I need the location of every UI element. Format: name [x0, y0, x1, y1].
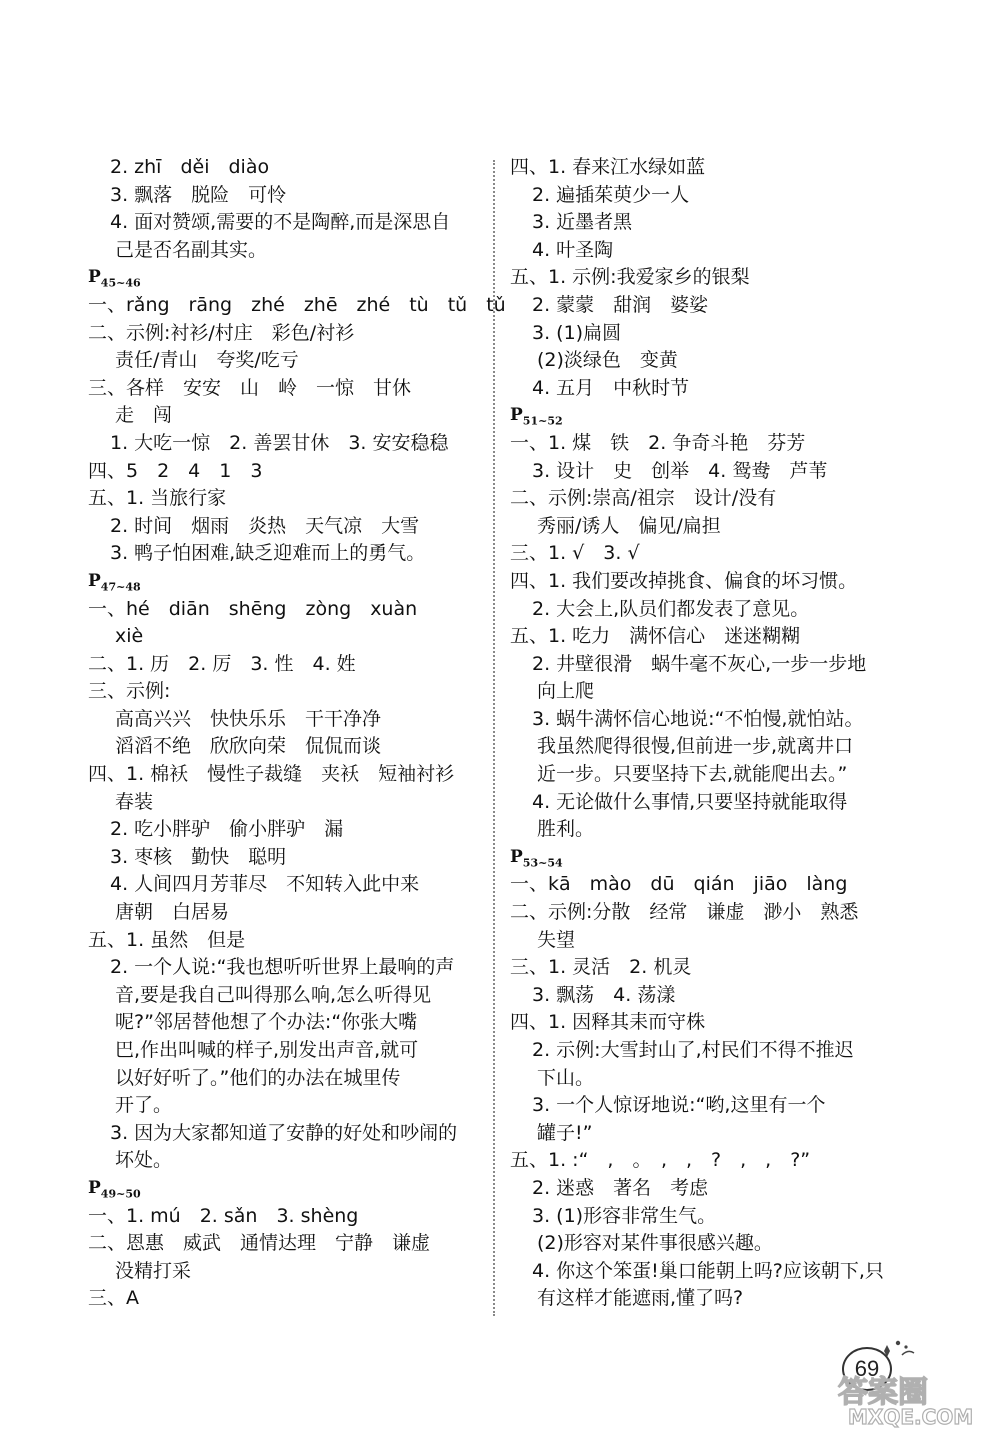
page-range-prefix: P [510, 405, 523, 426]
answer-line: 4. 人间四月芳菲尽 不知转入此中来 [110, 873, 420, 896]
answer-section-line: 一、1. mú 2. sǎn 3. shèng [88, 1204, 359, 1227]
answer-line: 我虽然爬得很慢,但前进一步,就离井口 [537, 735, 854, 758]
page-range-prefix: P [510, 846, 523, 867]
answer-line: 开了。 [115, 1094, 173, 1117]
answer-line: 2. 迷惑 著名 考虑 [532, 1176, 709, 1199]
answer-section-line: 三、各样 安安 山 岭 一惊 甘休 [88, 376, 412, 399]
answer-line: 3. 飘落 脱险 可怜 [110, 183, 287, 206]
page-range-heading [88, 1175, 488, 1203]
answer-section-line: 二、示例:分散 经常 谦虚 渺小 熟悉 [510, 901, 859, 924]
page-range-subscript: 47~48 [100, 580, 141, 594]
answer-line: 2. zhī děi diào [110, 156, 270, 178]
page-range-prefix: P [88, 1177, 101, 1198]
answer-line: 呢?”邻居替他想了个办法:“你张大嘴 [115, 1011, 418, 1034]
answer-line: 3. 一个人惊讶地说:“哟,这里有一个 [532, 1094, 826, 1117]
answer-line: (2)淡绿色 变黄 [537, 349, 678, 372]
answer-line: xiè [115, 625, 144, 648]
answer-line: 3. 飘荡 4. 荡漾 [532, 983, 676, 1006]
answer-section-line: 三、1. 灵活 2. 机灵 [510, 956, 692, 979]
page-range-subscript: 49~50 [100, 1187, 141, 1201]
answer-line: 2. 一个人说:“我也想听听世界上最响的声 [110, 956, 455, 979]
answer-line: 没精打采 [115, 1259, 192, 1282]
answer-line: 2. 遍插茱萸少一人 [532, 183, 690, 206]
answer-line: 3. 鸭子怕困难,缺乏迎难而上的勇气。 [110, 542, 426, 565]
answer-section-line: 二、恩惠 威武 通情达理 宁静 谦虚 [88, 1232, 431, 1255]
answer-line: 4. 无论做什么事情,只要坚持就能取得 [532, 790, 848, 813]
answer-line: 唐朝 白居易 [115, 901, 230, 924]
answer-line: 音,要是我自己叫得那么响,怎么听得见 [115, 983, 432, 1006]
page-range-subscript: 45~46 [100, 276, 141, 290]
answer-line: 2. 蒙蒙 甜润 婆娑 [532, 293, 709, 316]
answer-line: 责任/青山 夸奖/吃亏 [115, 349, 299, 372]
answer-section-line: 二、1. 历 2. 厉 3. 性 4. 姓 [88, 652, 356, 675]
answer-line: 4. 你这个笨蛋!巢口能朝上吗?应该朝下,只 [532, 1259, 884, 1282]
page-range-heading [88, 568, 488, 596]
answer-line: 巴,作出叫喊的样子,别发出声音,就可 [115, 1039, 419, 1061]
watermark-url-text: MXQE.COM [848, 1405, 974, 1428]
answer-line: 4. 面对赞颂,需要的不是陶醉,而是深思自 [110, 211, 451, 234]
answer-section-line: 三、示例: [88, 680, 171, 703]
answer-line: 3. 设计 史 创举 4. 鸳鸯 芦苇 [532, 459, 828, 482]
answer-section-line: 二、示例:崇高/祖宗 设计/没有 [510, 487, 777, 510]
answer-section-line: 四、1. 因释其耒而守株 [510, 1011, 706, 1034]
answer-section-line: 三、A [88, 1287, 139, 1310]
answer-line: 失望 [537, 928, 576, 951]
page-range-subscript: 53~54 [522, 856, 563, 870]
left-answer-column [88, 154, 506, 1313]
answer-section-line: 四、1. 我们要改掉挑食、偏食的坏习惯。 [510, 569, 858, 592]
page-range-heading [88, 264, 488, 292]
answer-line: 3. (1)形容非常生气。 [532, 1204, 717, 1227]
answer-section-line: 一、rǎng rāng zhé zhē zhé tù tǔ tǔ [88, 293, 506, 316]
answer-line: 3. 枣核 勤快 聪明 [110, 845, 287, 868]
page-range-prefix: P [88, 267, 101, 288]
answer-section-line: 四、5 2 4 1 3 [88, 459, 263, 482]
answer-line: 有这样才能遮雨,懂了吗? [537, 1287, 744, 1310]
answer-line: 2. 井壁很滑 蜗牛毫不灰心,一步一步地 [532, 652, 867, 675]
answer-section-line: 三、1. √ 3. √ [510, 542, 640, 565]
answer-line: 走 闯 [115, 404, 173, 427]
answer-section-line: 一、hé diān shēng zòng xuàn [88, 597, 418, 620]
answer-section-line: 五、1. 当旅行家 [88, 487, 227, 510]
answer-line: 胜利。 [537, 818, 595, 841]
answer-line: 以好好听了。”他们的办法在城里传 [115, 1066, 401, 1089]
answer-section-line: 五、1. 虽然 但是 [88, 928, 246, 951]
answer-line: 4. 五月 中秋时节 [532, 376, 690, 399]
answer-line: 滔滔不绝 欣欣向荣 侃侃而谈 [115, 735, 382, 758]
answer-line: 下山。 [537, 1066, 595, 1089]
column-divider [493, 160, 495, 1316]
answer-line: 2. 示例:大雪封山了,村民们不得不推迟 [532, 1039, 854, 1061]
answer-line: 己是否名副其实。 [115, 238, 268, 261]
answer-line: 2. 时间 烟雨 炎热 天气凉 大雪 [110, 514, 420, 537]
answer-line: 3. 蜗牛满怀信心地说:“不怕慢,就怕站。 [532, 707, 864, 730]
answer-line: (2)形容对某件事很感兴趣。 [537, 1232, 773, 1255]
watermark-logo [830, 1372, 990, 1428]
answer-line: 坏处。 [115, 1149, 173, 1172]
answer-section-line: 一、kā mào dū qián jiāo làng [510, 873, 848, 896]
answer-line: 1. 大吃一惊 2. 善罢甘休 3. 安安稳稳 [110, 431, 449, 454]
answer-line: 2. 吃小胖驴 偷小胖驴 漏 [110, 818, 344, 841]
page-number: 69 [842, 1347, 892, 1391]
page-range-prefix: P [88, 570, 101, 591]
answer-line: 3. 因为大家都知道了安静的好处和吵闹的 [110, 1121, 458, 1144]
page-range-heading [510, 844, 930, 872]
answer-line: 高高兴兴 快快乐乐 干干净净 [115, 707, 382, 730]
answer-section-line: 一、1. 煤 铁 2. 争奇斗艳 芬芳 [510, 431, 806, 454]
answer-section-line: 二、示例:衬衫/村庄 彩色/衬衫 [88, 321, 355, 344]
answer-line: 2. 大会上,队员们都发表了意见。 [532, 597, 810, 620]
answer-section-line: 五、1. :“ , 。 , , ? , , ?” [510, 1149, 811, 1172]
answer-line: 近一步。只要坚持下去,就能爬出去。” [537, 763, 848, 786]
answer-section-line: 四、1. 春来江水绿如蓝 [510, 156, 706, 178]
answer-line: 向上爬 [537, 680, 595, 703]
page-range-heading [510, 402, 930, 430]
answer-line: 4. 叶圣陶 [532, 238, 614, 261]
answer-line: 秀丽/诱人 偏见/扁担 [537, 514, 721, 537]
right-answer-column [510, 154, 930, 1313]
answer-line: 春装 [115, 790, 154, 813]
answer-section-line: 五、1. 吃力 满怀信心 迷迷糊糊 [510, 625, 801, 648]
answer-line: 罐子!” [537, 1121, 593, 1144]
answer-section-line: 五、1. 示例:我爱家乡的银梨 [510, 266, 750, 289]
answer-line: 3. (1)扁圆 [532, 321, 622, 344]
page-range-subscript: 51~52 [522, 414, 563, 428]
watermark-logo-text: 答案圈 [838, 1375, 928, 1410]
answer-section-line: 四、1. 棉袄 慢性子裁缝 夹袄 短袖衬衫 [88, 763, 455, 786]
answer-line: 3. 近墨者黑 [532, 211, 633, 234]
